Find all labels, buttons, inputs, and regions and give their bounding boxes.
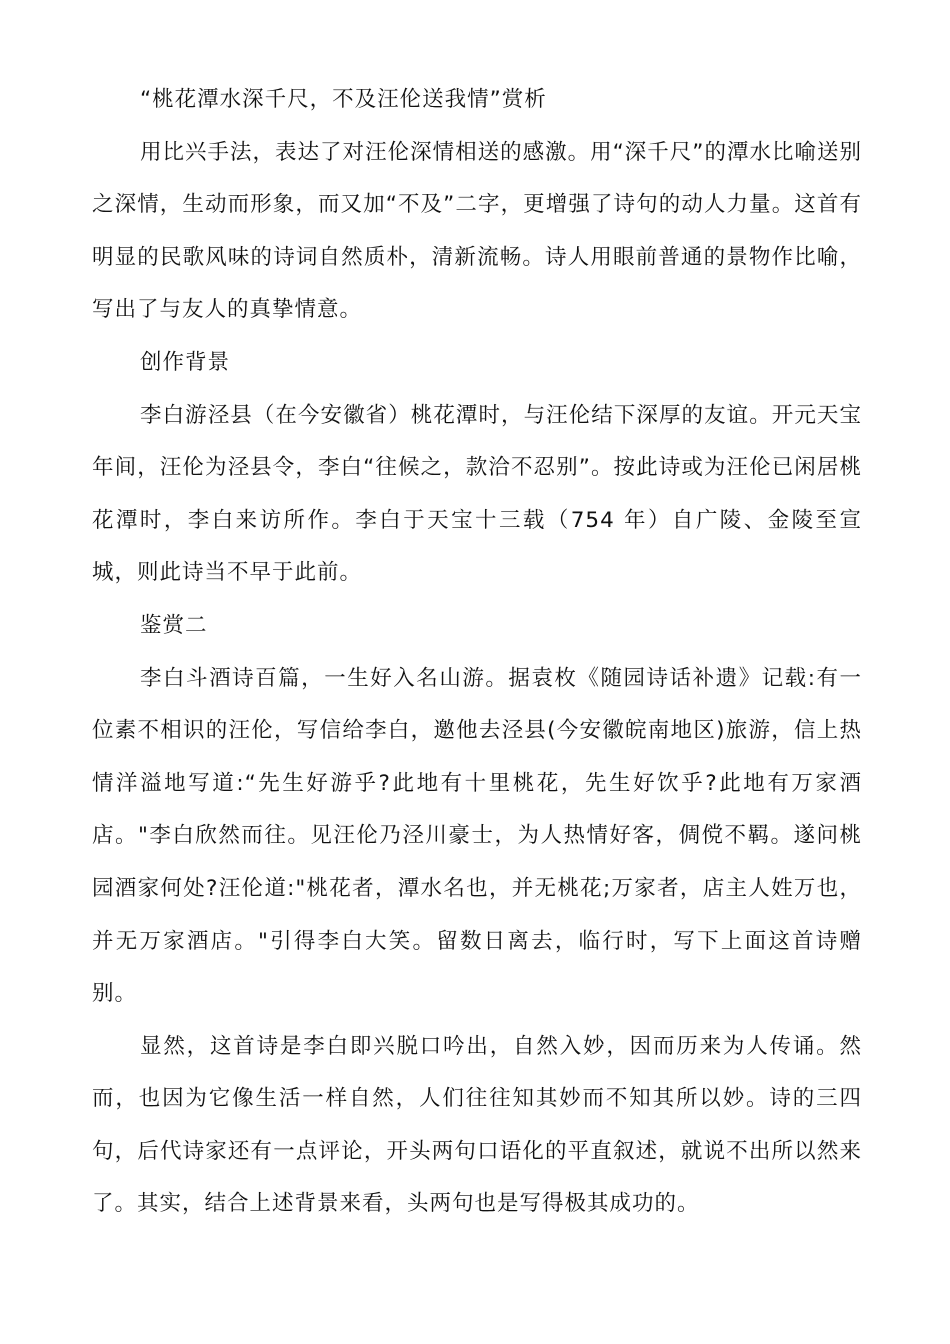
section-heading-appreciation-two: 鉴赏二 [140, 612, 208, 638]
paragraph-background: 李白游泾县（在今安徽省）桃花潭时，与汪伦结下深厚的友谊。开元天宝年间，汪伦为泾县令，李白“往候之，款洽不忍别”。按此诗或为汪伦已闲居桃花潭时，李白来访所作。李白于天宝十三载（754 年）自广陵、金陵至宣城，则此诗当不早于此前。 [92, 402, 862, 586]
paragraph-appreciation: 用比兴手法，表达了对汪伦深情相送的感激。用“深千尺”的潭水比喻送别之深情，生动而形象，而又加“不及”二字，更增强了诗句的动人力量。这首有明显的民歌风味的诗词自然质朴，清新流畅。诗人用眼前普通的景物作比喻，写出了与友人的真挚情意。 [92, 139, 862, 323]
section-heading-background: 创作背景 [140, 349, 231, 375]
section-heading-appreciation: “桃花潭水深千尺，不及汪伦送我情”赏析 [140, 87, 547, 112]
paragraph-commentary: 显然，这首诗是李白即兴脱口吟出，自然入妙，因而历来为人传诵。然而，也因为它像生活一样自然，人们往往知其妙而不知其所以妙。诗的三四句，后代诗家还有一点评论，开头两句口语化的平直叙述，就说不出所以然来了。其实，结合上述背景来看，头两句也是写得极其成功的。 [92, 1033, 862, 1217]
paragraph-story: 李白斗酒诗百篇，一生好入名山游。据袁枚《随园诗话补遗》记载:有一位素不相识的汪伦，写信给李白，邀他去泾县(今安徽皖南地区)旅游，信上热情洋溢地写道:“先生好游乎?此地有十里桃花，先生好饮乎?此地有万家酒店。"李白欣然而往。见汪伦乃泾川豪士，为人热情好客，倜傥不羁。遂问桃园酒家何处?汪伦道:"桃花者，潭水名也，并无桃花;万家者，店主人姓万也，并无万家酒店。"引得李白大笑。留数日离去，临行时，写下上面这首诗赠别。 [92, 665, 862, 1007]
document-page [92, 74, 862, 1231]
